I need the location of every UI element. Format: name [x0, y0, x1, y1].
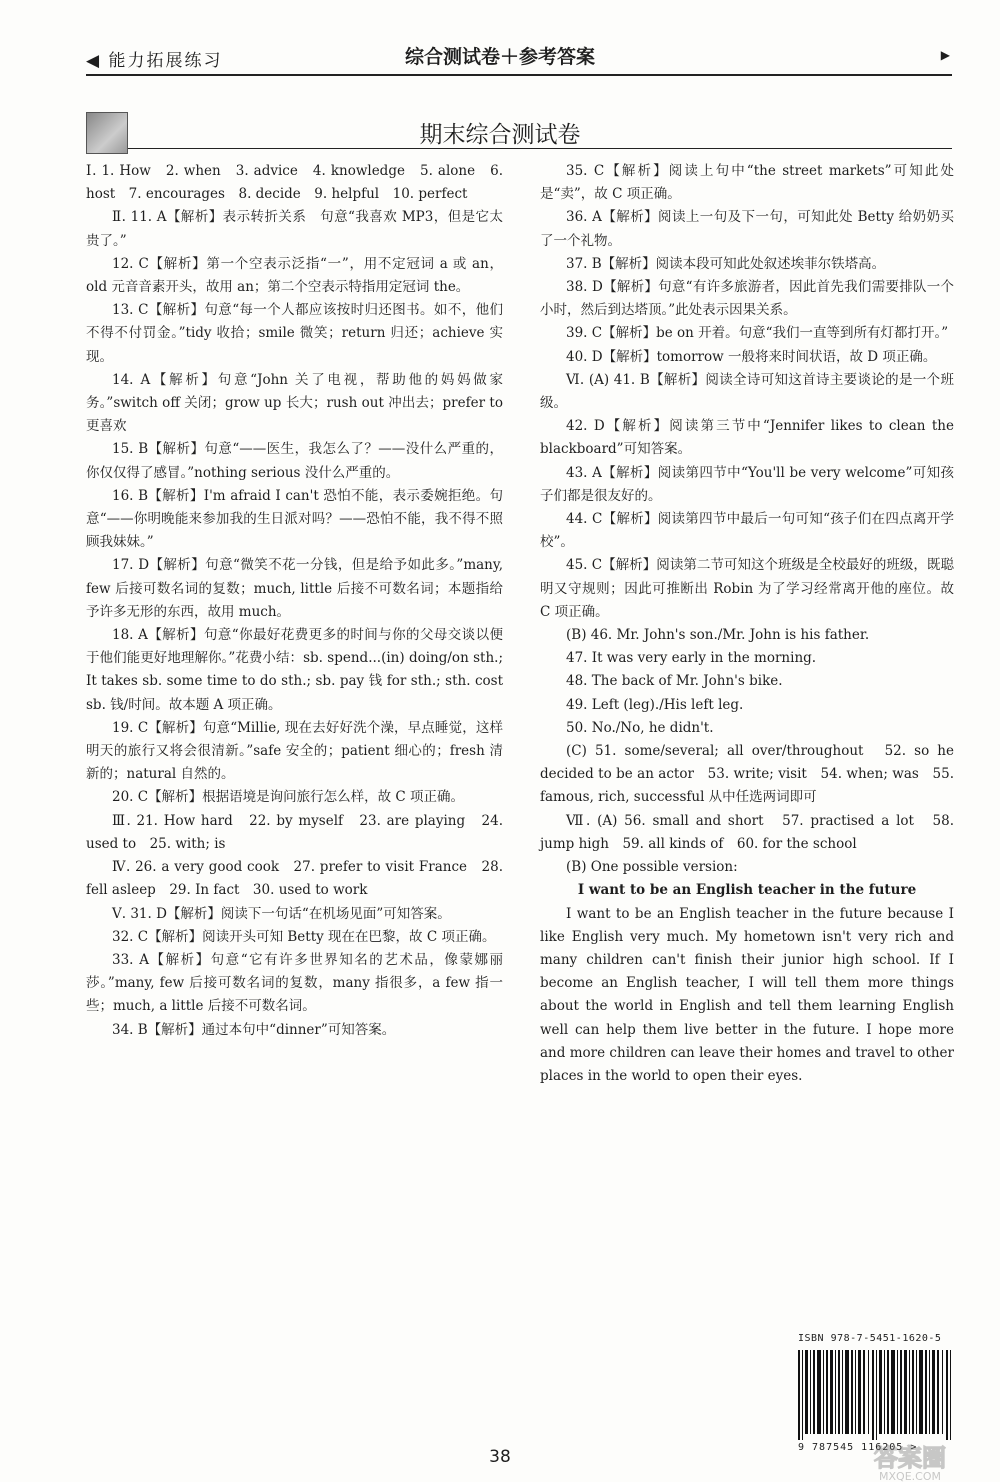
- header-right-arrow: ▶: [940, 48, 950, 62]
- watermark-logo-icon: [835, 1440, 985, 1482]
- answer-item: 48. The back of Mr. John's bike.: [566, 673, 783, 690]
- answer-item: 40. D【解析】tomorrow 一般将来时间状语，故 D 项正确。: [566, 348, 937, 365]
- answer-item: Ⅴ. 31. D【解析】阅读下一句话“在机场见面”可知答案。: [112, 905, 451, 922]
- answer-item: 32. C【解析】阅读开头可知 Betty 现在在巴黎，故 C 项正确。: [112, 928, 496, 945]
- answer-item: 47. It was very early in the morning.: [566, 650, 817, 667]
- essay-body: I want to be an English teacher in the future because I like English very much. My hometown isn't very rich and many children can't finish their junior high school. If I become an English teacher, I will tell them more things about the world in English and tell them learning English well can help them live better in the future. I hope more and more children can leave their homes and travel to other places in the world to open their eyes.: [540, 905, 954, 1084]
- answer-item: 44. C【解析】阅读第四节中最后一句可知“孩子们在四点离开学校”。: [540, 511, 954, 551]
- answer-item: 43. A【解析】阅读第四节中“You'll be very welcome”可知孩子们都是很友好的。: [540, 464, 954, 504]
- left-answer-column: [86, 160, 503, 1042]
- page-title: 期末综合测试卷: [419, 122, 581, 148]
- answer-item: 15. B【解析】句意“——医生，我怎么了？——没什么严重的，你仅仅得了感冒。”nothing serious 没什么严重的。: [86, 441, 503, 481]
- answer-item: Ⅶ. (A) 56. small and short 57. practised a lot 58. jump high 59. all kinds of 60. for the school: [540, 812, 954, 852]
- answer-item: 45. C【解析】阅读第二节可知这个班级是全校最好的班级，既聪明又守规则；因此可推断出 Robin 为了学习经常离开他的座位。故 C 项正确。: [540, 557, 954, 620]
- answer-item: Ⅰ. 1. How 2. when 3. advice 4. knowledge 5. alone 6. host 7. encourages 8. decide 9. helpful 10. perfect: [86, 163, 503, 203]
- page-number: 38: [489, 1447, 511, 1467]
- answer-item: Ⅱ. 11. A【解析】表示转折关系 句意“我喜欢 MP3，但是它太贵了。”: [86, 209, 503, 249]
- answer-item: 19. C【解析】句意“Millie, 现在去好好洗个澡，早点睡觉，这样明天的旅行又将会很清新。”safe 安全的；patient 细心的；fresh 清新的；natural 自然的。: [86, 719, 503, 783]
- answer-item: 12. C【解析】第一个空表示泛指“一”，用不定冠词 a 或 an，old 元音音素开头，故用 an；第二个空表示特指用定冠词 the。: [86, 255, 503, 296]
- header-series-name: ◀ 能力拓展练习: [86, 51, 223, 71]
- answer-item: 39. C【解析】be on 开着。句意“我们一直等到所有灯都打开。”: [566, 325, 949, 342]
- answer-item: 33. A【解析】句意“它有许多世界知名的艺术品，像蒙娜丽莎。”many, few 后接可数名词的复数，many 指很多，a few 指一些；much, a little 后接不可数名词。: [86, 951, 503, 1015]
- answer-item: 34. B【解析】通过本句中“dinner”可知答案。: [112, 1021, 396, 1038]
- answer-item: 18. A【解析】句意“你最好花费更多的时间与你的父母交谈以便于他们能更好地理解你。”花费小结：sb. spend...(in) doing/on sth.; It takes sb. some time to do sth.; sb. pay 钱 for sth.; sth. cost sb. 钱/时间。故本题 A 项正确。: [86, 627, 503, 713]
- answer-item: Ⅳ. 26. a very good cook 27. prefer to visit France 28. fell asleep 29. In fact 30. used to work: [86, 859, 503, 899]
- svg-text:答案圈: 答案圈: [874, 1444, 946, 1472]
- answer-item: 42. D【解析】阅读第三节中“Jennifer likes to clean the blackboard”可知答案。: [540, 418, 954, 458]
- answer-item: 35. C【解析】阅读上句中“the street markets”可知此处是“卖”，故 C 项正确。: [540, 163, 954, 203]
- answer-item: (B) 46. Mr. John's son./Mr. John is his father.: [566, 627, 870, 644]
- answer-item: 38. D【解析】句意“有许多旅游者，因此首先我们需要排队一个小时，然后到达塔顶。”此处表示因果关系。: [540, 279, 954, 319]
- answer-item: 16. B【解析】I'm afraid I can't 恐怕不能，表示委婉拒绝。句意“——你明晚能来参加我的生日派对吗？——恐怕不能，我不得不照顾我妹妹。”: [86, 487, 503, 551]
- answer-item: (C) 51. some/several; all over/throughout 52. so he decided to be an actor 53. write; visit 54. when; was 55. famous, rich, successful 从中任选两词即可: [540, 743, 954, 806]
- answer-item: 13. C【解析】句意“每一个人都应该按时归还图书。如不，他们不得不付罚金。”tidy 收拾；smile 微笑；return 归还；achieve 实现。: [86, 302, 503, 365]
- barcode-number: 9 787545 116205 >: [798, 1442, 918, 1453]
- header-section-title: 综合测试卷＋参考答案: [404, 46, 595, 68]
- essay-title: I want to be an English teacher in the future: [577, 882, 917, 899]
- answer-item: 20. C【解析】根据语境是询问旅行怎么样，故 C 项正确。: [112, 789, 465, 806]
- answer-item: 17. D【解析】句意“微笑不花一分钱，但是给予如此多。”many, few 后接可数名词的复数；much, little 后接不可数名词；本题指给予许多无形的东西，故用 much。: [86, 557, 503, 620]
- answer-item: 14. A【解析】句意“John 关了电视，帮助他的妈妈做家务。”switch off 关闭；grow up 长大；rush out 冲出去；prefer to 更喜欢: [86, 371, 503, 435]
- right-answer-column: [540, 160, 954, 1088]
- answer-item: 50. No./No, he didn't.: [566, 719, 714, 736]
- header-rule: [86, 74, 952, 76]
- answer-item: 36. A【解析】阅读上一句及下一句，可知此处 Betty 给奶奶买了一个礼物。: [540, 209, 954, 249]
- answer-item: (B) One possible version:: [566, 859, 738, 876]
- title-rule: [128, 148, 952, 149]
- barcode-icon: [798, 1350, 952, 1440]
- answer-item: 37. B【解析】阅读本段可知此处叙述埃菲尔铁塔高。: [566, 255, 886, 272]
- answer-item: Ⅵ. (A) 41. B【解析】阅读全诗可知这首诗主要谈论的是一个班级。: [540, 371, 954, 412]
- answer-item: Ⅲ. 21. How hard 22. by myself 23. are playing 24. used to 25. with; is: [86, 812, 503, 852]
- svg-text:MXQE.COM: MXQE.COM: [879, 1470, 941, 1482]
- isbn-label: ISBN 978-7-5451-1620-5: [798, 1333, 942, 1344]
- answer-item: 49. Left (leg)./His left leg.: [566, 696, 744, 713]
